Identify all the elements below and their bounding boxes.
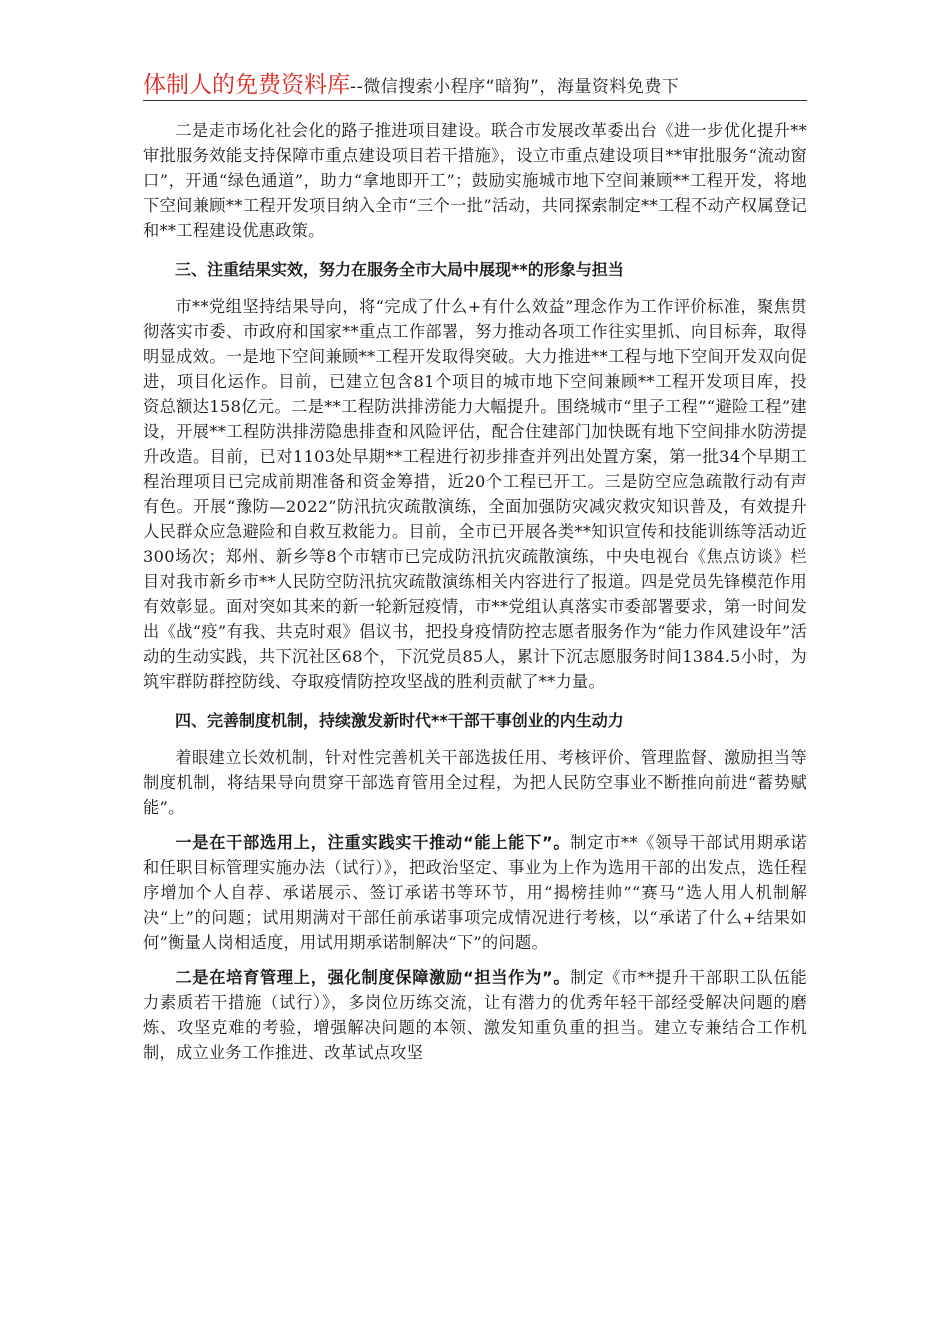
paragraph-lead: 二是在培育管理上，强化制度保障激励“担当作为”。 [175, 968, 571, 987]
paragraph-mechanism-intro: 着眼建立长效机制，针对性完善机关干部选拔任用、考核评价、管理监督、激励担当等制度机制，将结果导向贯穿干部选育管用全过程，为把人民防空事业不断推向前进“蓄势赋能”。 [143, 748, 807, 817]
paragraph-cadre-selection [143, 830, 807, 955]
page-header [143, 66, 807, 101]
header-brand: 体制人的免费资料库 [143, 72, 350, 98]
section-heading-3: 三、注重结果实效，努力在服务全市大局中展现**的形象与担当 [175, 260, 624, 279]
section-heading-4: 四、完善制度机制，持续激发新时代**干部干事创业的内生动力 [175, 711, 624, 730]
paragraph-text: 制定市**《领导干部试用期承诺和任职目标管理实施办法（试行）》，把政治坚定、事业为上作为选用干部的出发点，选任程序增加个人自荐、承诺展示、签订承诺书等环节，用“揭榜挂帅”“赛马”选人用人机制解决“上”的问题；试用期满对干部任前承诺事项完成情况进行考核，以“承诺了什么+结果如何”衡量人岗相适度，用试用期承诺制解决“下”的问题。 [143, 833, 807, 952]
paragraph-cadre-training [143, 965, 807, 1065]
paragraph-text: 制定《市**提升干部职工队伍能力素质若干措施（试行）》，多岗位历练交流，让有潜力的优秀年轻干部经受解决问题的磨炼、攻坚克难的考验，增强解决问题的本领、激发知重负重的担当。建立专兼结合工作机制，成立业务工作推进、改革试点攻坚 [143, 968, 807, 1062]
paragraph-results: 市**党组坚持结果导向，将“完成了什么+有什么效益”理念作为工作评价标准，聚焦贯彻落实市委、市政府和国家**重点工作部署，努力推动各项工作往实里抓、向目标奔，取得明显成效。一是地下空间兼顾**工程开发取得突破。大力推进**工程与地下空间开发双向促进，项目化运作。目前，已建立包含81个项目的城市地下空间兼顾**工程开发项目库，投资总额达158亿元。二是**工程防洪排涝能力大幅提升。围绕城市“里子工程”“避险工程”建设，开展**工程防洪排涝隐患排查和风险评估，配合住建部门加快既有地下空间排水防涝提升改造。目前，已对1103处早期**工程进行初步排查并列出处置方案，第一批34个早期工程治理项目已完成前期准备和资金筹措，近20个工程已开工。三是防空应急疏散行动有声有色。开展“豫防—2022”防汛抗灾疏散演练，全面加强防灾减灾救灾知识普及，有效提升人民群众应急避险和自救互救能力。目前，全市已开展各类**知识宣传和技能训练等活动近300场次；郑州、新乡等8个市辖市已完成防汛抗灾疏散演练，中央电视台《焦点访谈》栏目对我市新乡市**人民防空防汛抗灾疏散演练相关内容进行了报道。四是党员先锋模范作用有效彰显。面对突如其来的新一轮新冠疫情，市**党组认真落实市委部署要求，第一时间发出《战“疫”有我、共克时艰》倡议书，把投身疫情防控志愿者服务作为“能力作风建设年”活动的生动实践，共下沉社区68个，下沉党员85人，累计下沉志愿服务时间1384.5小时，为筑牢群防群控防线、夺取疫情防控攻坚战的胜利贡献了**力量。 [143, 297, 807, 691]
document-body [143, 118, 807, 1065]
paragraph-market-approach: 二是走市场化社会化的路子推进项目建设。联合市发展改革委出台《进一步优化提升**审批服务效能支持保障市重点建设项目若干措施》，设立市重点建设项目**审批服务“流动窗口”，开通“绿色通道”，助力“拿地即开工”；鼓励实施城市地下空间兼顾**工程开发，将地下空间兼顾**工程开发项目纳入全市“三个一批”活动，共同探索制定**工程不动产权属登记和**工程建设优惠政策。 [143, 121, 807, 240]
header-promo: --微信搜索小程序“暗狗”，海量资料免费下 [350, 77, 680, 97]
paragraph-lead: 一是在干部选用上，注重实践实干推动“能上能下”。 [175, 833, 571, 852]
